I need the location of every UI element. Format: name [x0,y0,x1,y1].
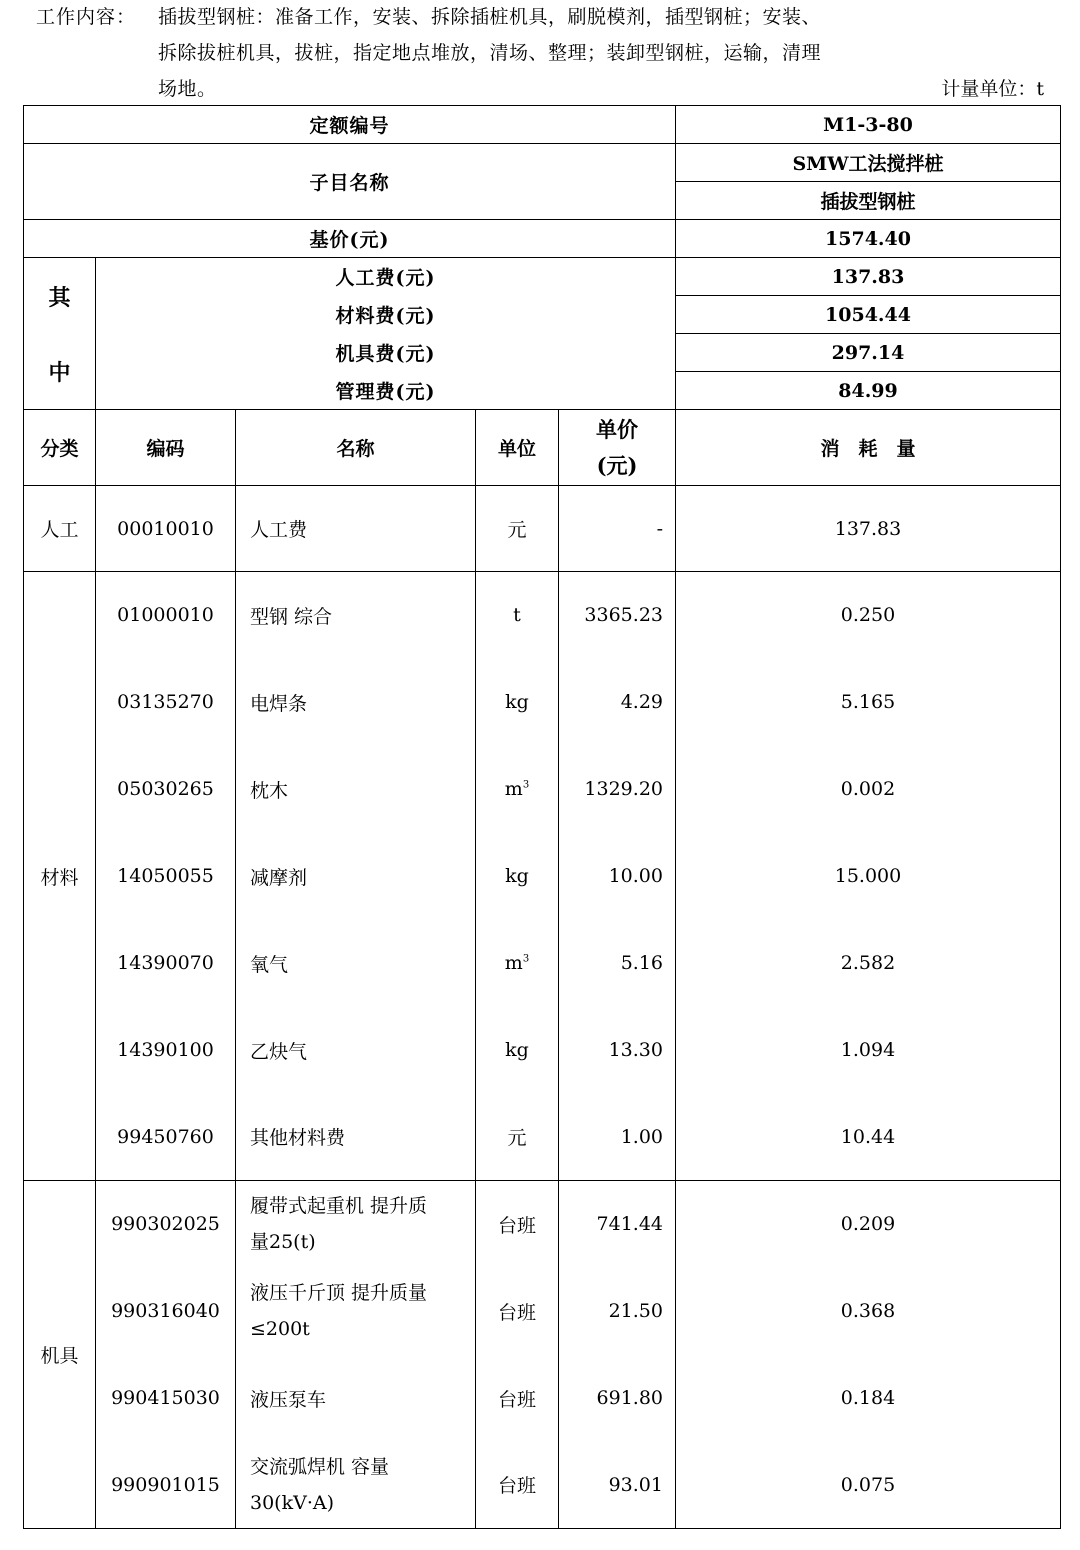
row-qty: 0.368 [676,1268,1061,1355]
row-qty: 0.075 [676,1442,1061,1529]
row-code: 990415030 [96,1355,236,1442]
col-price-line-2: (元) [596,452,638,478]
cost-value-material: 1054.44 [676,296,1061,334]
row-qty: 137.83 [676,486,1061,572]
row-code: 14390100 [96,1007,236,1094]
table-row [24,833,1061,920]
work-content [0,0,1080,104]
row-name: 电焊条 [236,659,476,746]
row-name [236,1181,476,1268]
table-row [24,920,1061,1007]
unit-superscript: 3 [522,779,530,791]
row-code: 03135270 [96,659,236,746]
category-labor: 人工 [24,486,96,572]
quota-no-row [24,106,1061,144]
work-content-label: 工作内容： [36,6,137,28]
row-code: 99450760 [96,1094,236,1181]
row-price: 3365.23 [559,572,676,659]
cost-row-labor [24,258,1061,296]
row-qty: 0.002 [676,746,1061,833]
col-name: 名称 [236,410,476,486]
row-code: 05030265 [96,746,236,833]
row-name: 枕木 [236,746,476,833]
table-row [24,1007,1061,1094]
row-unit: 台班 [476,1442,559,1529]
measurement-unit: 计量单位：t [941,78,1044,100]
row-price: 1329.20 [559,746,676,833]
unit-base: m [504,778,523,800]
col-price [559,410,676,486]
row-qty: 5.165 [676,659,1061,746]
col-consumption: 消 耗 量 [676,410,1061,486]
row-name: 液压泵车 [236,1355,476,1442]
cost-row-management [24,372,1061,410]
table-row [24,1355,1061,1442]
row-unit: 台班 [476,1355,559,1442]
row-code: 00010010 [96,486,236,572]
cost-value-labor: 137.83 [676,258,1061,296]
row-unit: 台班 [476,1181,559,1268]
row-qty: 1.094 [676,1007,1061,1094]
row-name [236,1268,476,1355]
of-which-char-1: 其 [48,284,71,311]
row-name: 人工费 [236,486,476,572]
row-unit: 台班 [476,1268,559,1355]
row-code: 990316040 [96,1268,236,1355]
of-which-cell [24,258,96,410]
row-code: 01000010 [96,572,236,659]
table-row [24,486,1061,572]
row-price: 1.00 [559,1094,676,1181]
unit-base: m [504,952,523,974]
category-machines: 机具 [24,1181,96,1529]
row-name: 其他材料费 [236,1094,476,1181]
quota-no-value: M1-3-80 [676,106,1061,144]
row-price: 13.30 [559,1007,676,1094]
item-name-row [24,144,1061,182]
of-which-char-2: 中 [48,359,71,386]
row-unit: 元 [476,1094,559,1181]
row-qty: 0.250 [676,572,1061,659]
row-qty: 0.184 [676,1355,1061,1442]
row-unit: t [476,572,559,659]
row-unit [476,920,559,1007]
table-row [24,1094,1061,1181]
category-materials: 材料 [24,572,96,1181]
row-name-line-1: 液压千斤顶 提升质量 [250,1282,428,1304]
row-price: 5.16 [559,920,676,1007]
cost-row-machine [24,334,1061,372]
row-price: - [559,486,676,572]
row-name: 减摩剂 [236,833,476,920]
row-unit: kg [476,1007,559,1094]
row-unit: kg [476,833,559,920]
cost-label-management: 管理费(元) [96,372,676,410]
row-name-line-1: 履带式起重机 提升质 [250,1195,428,1218]
row-price: 4.29 [559,659,676,746]
work-content-line-2: 拆除拔桩机具，拔桩，指定地点堆放，清场、整理；装卸型钢桩，运输，清理 [158,42,822,64]
col-price-line-1: 单价 [596,416,638,442]
table-row [24,659,1061,746]
column-header-row [24,410,1061,486]
table-row [24,1268,1061,1355]
row-name-line-2: ≤200t [250,1318,310,1340]
row-name: 氧气 [236,920,476,1007]
row-unit [476,746,559,833]
row-qty: 15.000 [676,833,1061,920]
row-name-line-1: 交流弧焊机 容量 [250,1455,390,1478]
quota-no-label: 定额编号 [24,106,676,144]
table-row [24,1181,1061,1268]
work-content-line-1: 插拔型钢桩：准备工作，安装、拆除插桩机具，刷脱模剂，插型钢桩；安装、 [158,6,822,28]
table-row [24,746,1061,833]
base-price-label: 基价(元) [24,220,676,258]
cost-label-labor: 人工费(元) [96,258,676,296]
base-price-row [24,220,1061,258]
row-code: 990901015 [96,1442,236,1529]
row-name: 乙炔气 [236,1007,476,1094]
row-price: 21.50 [559,1268,676,1355]
item-name-value-1: SMW工法搅拌桩 [676,144,1061,182]
row-qty: 0.209 [676,1181,1061,1268]
row-price: 691.80 [559,1355,676,1442]
col-category: 分类 [24,410,96,486]
cost-label-material: 材料费(元) [96,296,676,334]
quota-table [23,105,1061,1529]
row-code: 990302025 [96,1181,236,1268]
table-row [24,572,1061,659]
table-row [24,1442,1061,1529]
col-code: 编码 [96,410,236,486]
cost-row-material [24,296,1061,334]
item-name-value-2: 插拔型钢桩 [676,182,1061,220]
row-name: 型钢 综合 [236,572,476,659]
row-code: 14390070 [96,920,236,1007]
row-price: 93.01 [559,1442,676,1529]
row-name-line-2: 30(kV·A) [250,1491,334,1514]
col-unit: 单位 [476,410,559,486]
row-price: 741.44 [559,1181,676,1268]
cost-label-machine: 机具费(元) [96,334,676,372]
cost-value-machine: 297.14 [676,334,1061,372]
item-name-label: 子目名称 [24,144,676,220]
row-price: 10.00 [559,833,676,920]
row-name [236,1442,476,1529]
row-unit: 元 [476,486,559,572]
row-qty: 10.44 [676,1094,1061,1181]
row-unit: kg [476,659,559,746]
row-name-line-2: 量25(t) [250,1231,316,1254]
row-code: 14050055 [96,833,236,920]
unit-superscript: 3 [522,953,530,965]
cost-value-management: 84.99 [676,372,1061,410]
work-content-line-3: 场地。 [158,78,217,100]
row-qty: 2.582 [676,920,1061,1007]
base-price-value: 1574.40 [676,220,1061,258]
